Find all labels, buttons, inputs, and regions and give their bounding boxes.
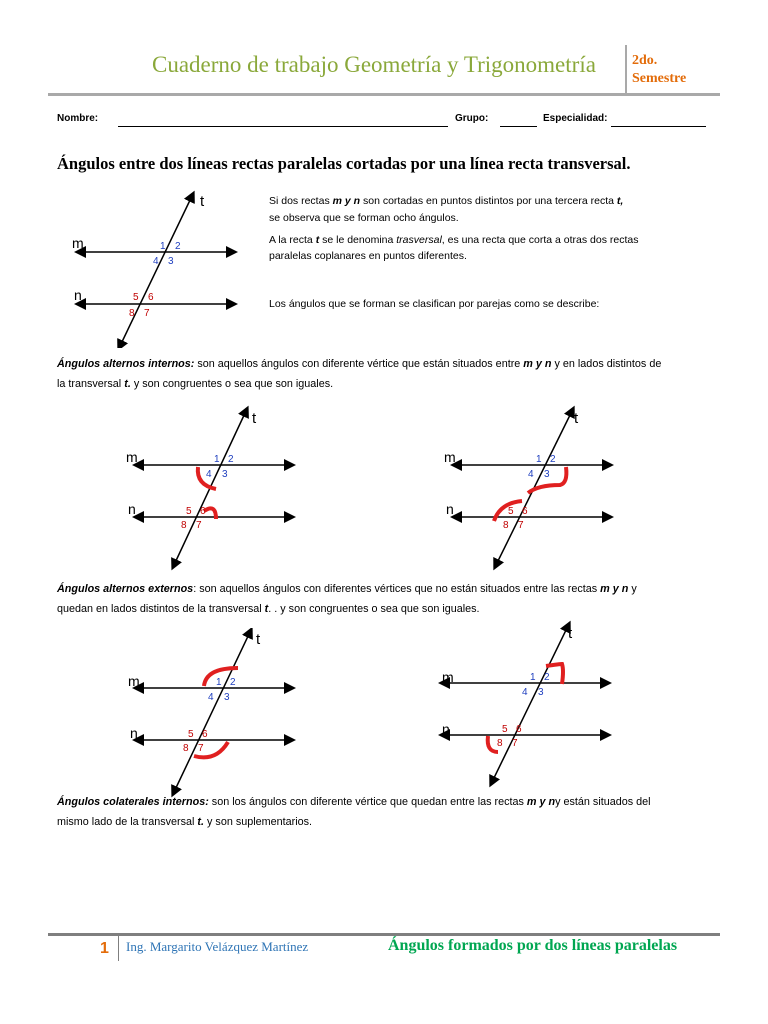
especialidad-label: Especialidad: bbox=[543, 113, 608, 124]
label-t: t bbox=[200, 193, 205, 210]
svg-text:m: m bbox=[442, 669, 454, 685]
svg-text:8: 8 bbox=[503, 520, 509, 531]
header-divider bbox=[625, 45, 627, 95]
page-number: 1 bbox=[100, 940, 109, 957]
svg-text:7: 7 bbox=[196, 520, 202, 531]
nombre-label: Nombre: bbox=[57, 113, 99, 124]
svg-text:t: t bbox=[574, 410, 579, 427]
svg-text:6: 6 bbox=[516, 724, 522, 735]
line-t bbox=[120, 196, 192, 346]
footer-divider bbox=[118, 933, 119, 961]
angle-3: 3 bbox=[168, 256, 174, 267]
svg-text:6: 6 bbox=[202, 729, 208, 740]
grupo-field[interactable] bbox=[500, 126, 537, 127]
svg-text:5: 5 bbox=[508, 506, 514, 517]
badge-line-1: 2do. bbox=[632, 53, 658, 68]
section-title: Ángulos alternos externos bbox=[57, 583, 194, 595]
intro-line-1: Si dos rectas m y n son cortadas en puntos distintos por una tercera recta t, bbox=[269, 195, 624, 207]
figure-alternos-externos-a bbox=[120, 628, 300, 798]
svg-text:4: 4 bbox=[522, 687, 528, 698]
svg-text:t: t bbox=[252, 410, 257, 427]
section-title: Ángulos colaterales internos: bbox=[57, 796, 209, 808]
intro-figure bbox=[68, 188, 248, 348]
svg-text:6: 6 bbox=[522, 506, 528, 517]
intro-line-2: se observa que se forman ocho ángulos. bbox=[269, 212, 459, 224]
angle-7: 7 bbox=[144, 308, 150, 319]
svg-text:3: 3 bbox=[544, 469, 550, 480]
svg-text:5: 5 bbox=[186, 506, 192, 517]
svg-text:8: 8 bbox=[181, 520, 187, 531]
svg-text:1: 1 bbox=[216, 677, 222, 688]
angle-5: 5 bbox=[133, 292, 139, 303]
svg-text:m: m bbox=[444, 449, 456, 465]
svg-text:8: 8 bbox=[497, 738, 503, 749]
semester-badge bbox=[632, 52, 686, 88]
figure-alternos-internos-b bbox=[438, 403, 618, 573]
figure-alternos-externos-b bbox=[436, 620, 616, 790]
angle-1: 1 bbox=[160, 241, 166, 252]
svg-text:m: m bbox=[126, 449, 138, 465]
section-title: Ángulos alternos internos: bbox=[57, 358, 195, 370]
svg-text:1: 1 bbox=[536, 454, 542, 465]
footer-author: Ing. Margarito Velázquez Martínez bbox=[126, 939, 309, 954]
document-title: Cuaderno de trabajo Geometría y Trigonometría bbox=[152, 52, 596, 77]
section-colaterales-internos: Ángulos colaterales internos: son los ángulos con diferente vértice que quedan entre las rectas m y ny están situados del mismo lado de la transversal t. y son suplementarios. bbox=[57, 796, 651, 828]
angle-4: 4 bbox=[153, 256, 159, 267]
nombre-field[interactable] bbox=[118, 126, 448, 127]
footer-rule bbox=[48, 933, 720, 936]
svg-text:2: 2 bbox=[228, 454, 234, 465]
section-heading: Ángulos entre dos líneas rectas paralelas cortadas por una línea recta transversal. bbox=[57, 154, 631, 173]
svg-text:6: 6 bbox=[200, 506, 206, 517]
svg-text:n: n bbox=[130, 725, 138, 741]
svg-text:7: 7 bbox=[512, 738, 518, 749]
especialidad-field[interactable] bbox=[611, 126, 706, 127]
label-m: m bbox=[72, 235, 84, 251]
svg-text:8: 8 bbox=[183, 743, 189, 754]
svg-text:1: 1 bbox=[530, 672, 536, 683]
svg-text:t: t bbox=[256, 631, 261, 648]
badge-line-2: Semestre bbox=[632, 71, 687, 86]
svg-text:7: 7 bbox=[198, 743, 204, 754]
svg-text:n: n bbox=[446, 501, 454, 517]
section-alternos-externos: Ángulos alternos externos: son aquellos ángulos con diferentes vértices que no están situados entre las rectas m y n y quedan en lados distintos de la transversal t. . y son congruentes o sea que son iguales. bbox=[57, 583, 637, 615]
svg-text:2: 2 bbox=[230, 677, 236, 688]
grupo-label: Grupo: bbox=[455, 113, 489, 124]
svg-text:3: 3 bbox=[224, 692, 230, 703]
svg-text:m: m bbox=[128, 673, 140, 689]
svg-text:4: 4 bbox=[208, 692, 214, 703]
svg-text:t: t bbox=[568, 625, 573, 642]
svg-text:4: 4 bbox=[206, 469, 212, 480]
intro-line-3: A la recta t se le denomina trasversal, es una recta que corta a otras dos rectas bbox=[269, 234, 639, 246]
figure-alternos-internos-a bbox=[120, 403, 300, 573]
svg-text:4: 4 bbox=[528, 469, 534, 480]
svg-text:5: 5 bbox=[502, 724, 508, 735]
angle-6: 6 bbox=[148, 292, 154, 303]
svg-text:7: 7 bbox=[518, 520, 524, 531]
svg-text:5: 5 bbox=[188, 729, 194, 740]
intro-line-4: paralelas coplanares en puntos diferentes. bbox=[269, 250, 467, 262]
angle-2: 2 bbox=[175, 241, 181, 252]
svg-text:3: 3 bbox=[538, 687, 544, 698]
svg-text:n: n bbox=[128, 501, 136, 517]
footer-title: Ángulos formados por dos líneas paralelas bbox=[388, 937, 678, 954]
intro-line-5: Los ángulos que se forman se clasifican por parejas como se describe: bbox=[269, 298, 600, 310]
svg-text:n: n bbox=[442, 721, 450, 737]
svg-text:1: 1 bbox=[214, 454, 220, 465]
label-n: n bbox=[74, 287, 82, 303]
section-alternos-internos: Ángulos alternos internos: son aquellos ángulos con diferente vértice que están situados entre m y n y en lados distintos de la transversal t. y son congruentes o sea que son iguales. bbox=[57, 358, 662, 390]
svg-text:3: 3 bbox=[222, 469, 228, 480]
svg-text:2: 2 bbox=[544, 672, 550, 683]
svg-text:2: 2 bbox=[550, 454, 556, 465]
header-rule bbox=[48, 93, 720, 96]
angle-8: 8 bbox=[129, 308, 135, 319]
